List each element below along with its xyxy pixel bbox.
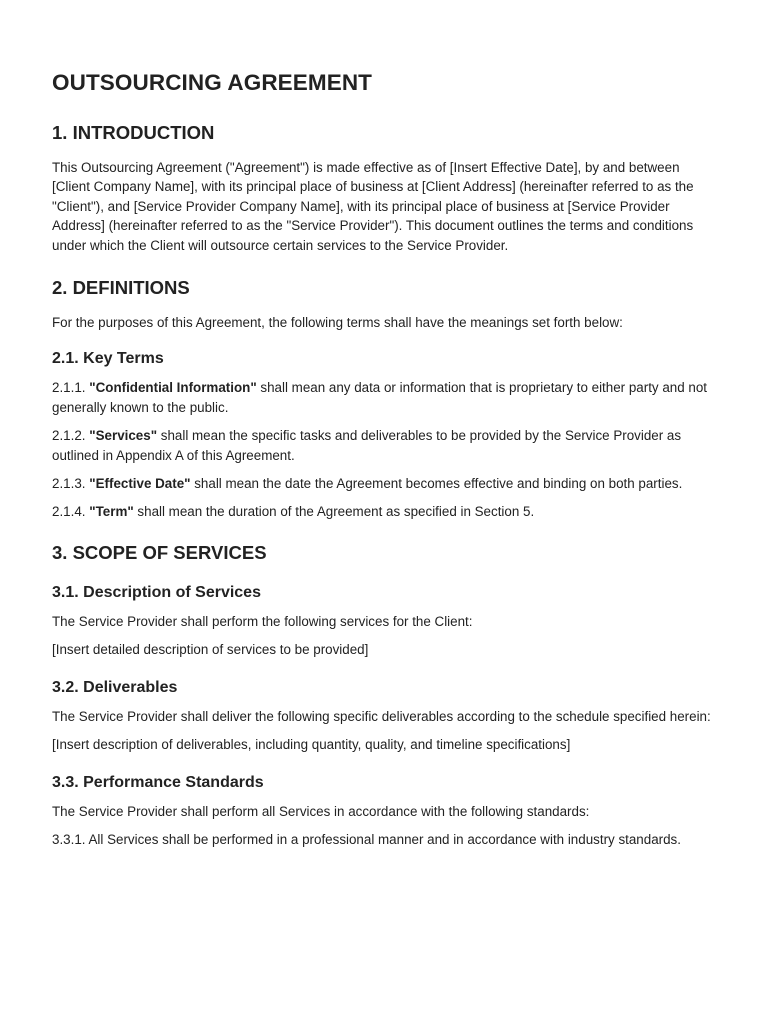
definition-term: "Effective Date" (89, 476, 191, 492)
section-introduction (52, 122, 718, 255)
definition-text: shall mean the specific tasks and deliverables to be provided by the Service Provider as outlined in Appendix A of this Agreement. (52, 428, 682, 463)
definition-number: 2.1.2. (52, 428, 86, 444)
definition-text: shall mean the date the Agreement becomes effective and binding on both parties. (190, 476, 683, 492)
definition-number: 2.1.4. (52, 504, 86, 520)
performance-paragraph: The Service Provider shall perform all Services in accordance with the following standards: (52, 803, 590, 819)
definition-item (52, 378, 718, 417)
deliverables-placeholder: [Insert description of deliverables, including quantity, quality, and timeline specifications] (52, 737, 571, 753)
performance-item-text: All Services shall be performed in a professional manner and in accordance with industry standards. (85, 831, 681, 847)
section-heading: 1. INTRODUCTION (52, 122, 215, 143)
definition-term: "Term" (89, 504, 134, 520)
definitions-paragraph: For the purposes of this Agreement, the following terms shall have the meanings set forth below: (52, 315, 623, 331)
definition-term: "Services" (89, 428, 158, 444)
subsection-heading: 2.1. Key Terms (52, 350, 164, 368)
definition-text: shall mean the duration of the Agreement as specified in Section 5. (133, 504, 535, 520)
subsection-heading: 3.3. Performance Standards (52, 773, 264, 791)
section-heading: 3. SCOPE OF SERVICES (52, 541, 267, 563)
document-title: OUTSOURCING AGREEMENT (52, 70, 373, 95)
deliverables-paragraph: The Service Provider shall deliver the following specific deliverables according to the schedule specified herein: (52, 708, 711, 724)
intro-paragraph: This Outsourcing Agreement ("Agreement") is made effective as of [Insert Effective Date], by and between [Client Company Name], with its principal place of business at [Client Address] (hereinafter referred to as the "Client"), and [Service Provider Company Name], with its principal place of business at [Service Provider Address] (hereinafter referred to as the "Service Provider"). This document outlines the terms and conditions under which the Client will outsource certain services to the Service Provider. (52, 160, 694, 253)
section-definitions (52, 277, 718, 522)
performance-item (52, 830, 718, 849)
subsection-heading: 3.2. Deliverables (52, 678, 178, 696)
definition-item (52, 426, 718, 465)
definition-number: 2.1.3. (52, 476, 86, 492)
scope-description-placeholder: [Insert detailed description of services to be provided] (52, 642, 369, 658)
definition-item (52, 502, 718, 521)
definition-number: 2.1.1. (52, 380, 86, 396)
section-heading: 2. DEFINITIONS (52, 277, 190, 299)
definition-term: "Confidential Information" (89, 380, 257, 396)
subsection-heading: 3.1. Description of Services (52, 583, 261, 601)
definition-text: shall mean any data or information that is proprietary to either party and not generally known to the public. (52, 380, 708, 415)
scope-description-paragraph: The Service Provider shall perform the following services for the Client: (52, 613, 473, 629)
performance-item-number: 3.3.1. (52, 831, 86, 847)
definition-item (52, 474, 718, 493)
section-scope (52, 542, 718, 849)
